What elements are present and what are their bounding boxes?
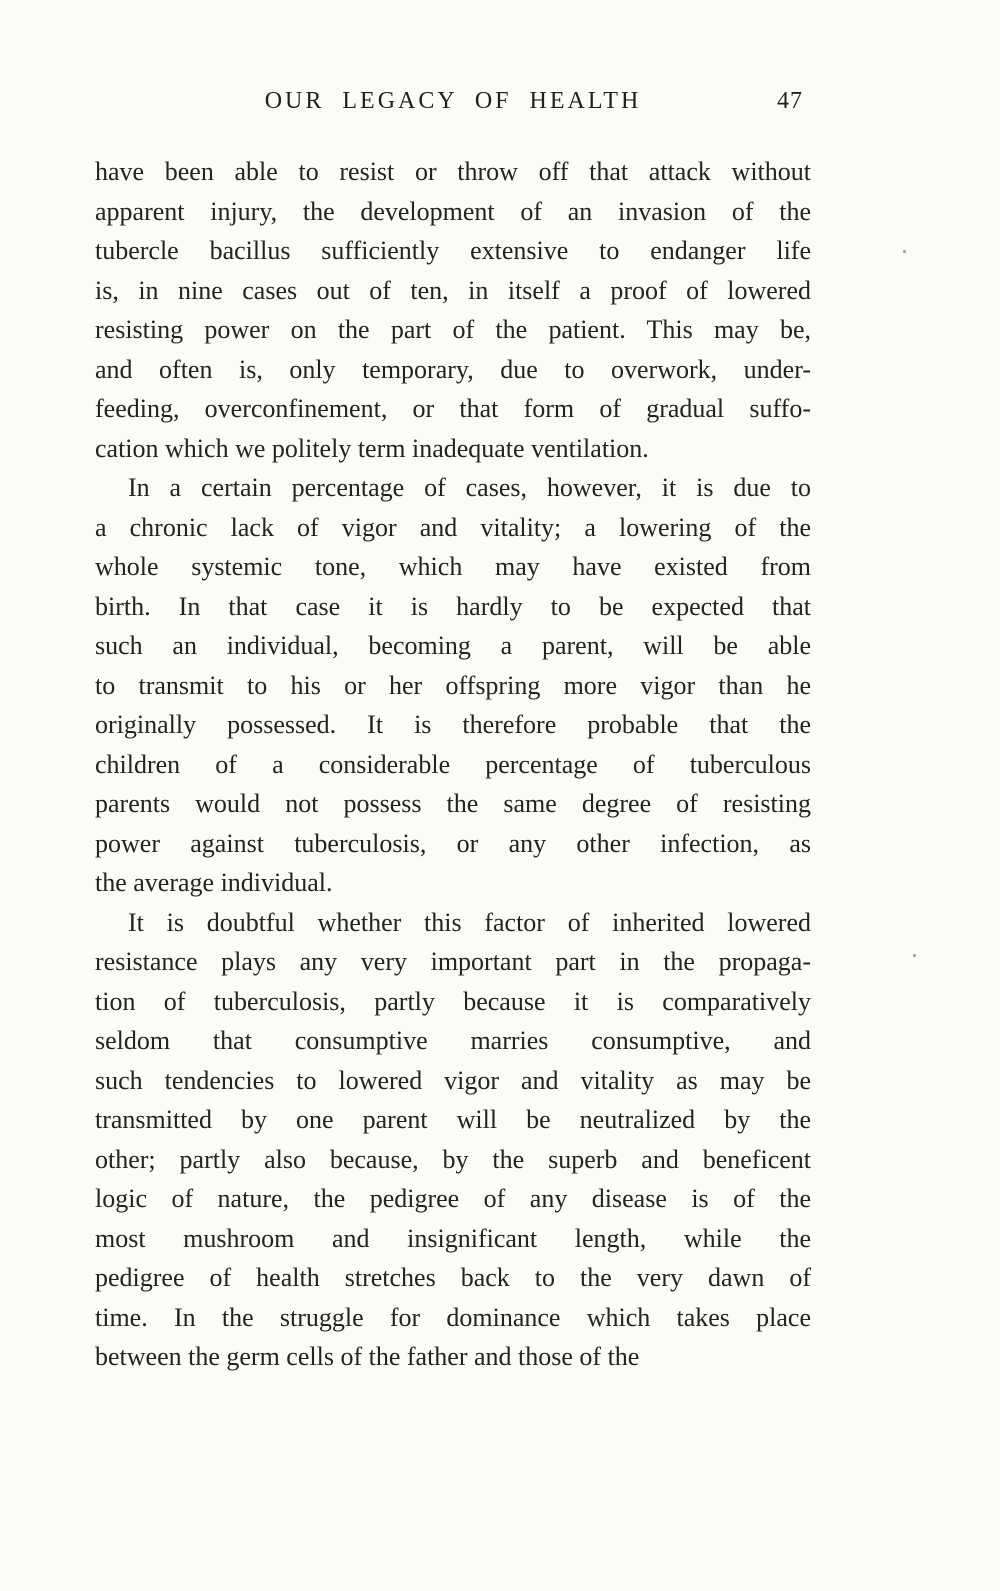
running-title: OUR LEGACY OF HEALTH: [264, 88, 642, 114]
text-line: parents would not possess the same degree of resisting: [95, 789, 811, 818]
text-line: such tendencies to lowered vigor and vitality as may be: [95, 1065, 811, 1095]
text-line: pedigree of health stretches back to the very dawn of: [95, 1263, 811, 1292]
text-line: resistance plays any very important part in the propaga-: [95, 947, 811, 976]
text-line: a chronic lack of vigor and vitality; a lowering of the: [95, 512, 811, 542]
text-line: between the germ cells of the father and those of the: [95, 1342, 640, 1371]
text-line: birth. In that case it is hardly to be expected that: [95, 591, 811, 621]
text-line: time. In the struggle for dominance which takes place: [95, 1302, 811, 1332]
text-line: power against tuberculosis, or any other infection, as: [95, 828, 811, 858]
text-line: is, in nine cases out of ten, in itself a proof of lowered: [95, 275, 811, 305]
text-line: In a certain percentage of cases, however, it is due to: [128, 473, 811, 502]
text-line: the average individual.: [95, 868, 333, 897]
text-line: other; partly also because, by the superb and beneficent: [95, 1144, 811, 1174]
text-line: logic of nature, the pedigree of any disease is of the: [95, 1184, 811, 1213]
text-line: It is doubtful whether this factor of inherited lowered: [128, 907, 811, 937]
text-line: children of a considerable percentage of tuberculous: [95, 749, 811, 779]
paragraph: [95, 903, 811, 1377]
text-line: cation which we politely term inadequate ventilation.: [95, 433, 649, 463]
text-line: to transmit to his or her offspring more vigor than he: [95, 670, 811, 700]
paragraph: [95, 152, 811, 468]
text-line: and often is, only temporary, due to overwork, under-: [95, 354, 811, 384]
paragraph: [95, 468, 811, 903]
text-line: seldom that consumptive marries consumptive, and: [95, 1026, 811, 1055]
page-header: [95, 88, 811, 128]
text-line: most mushroom and insignificant length, while the: [95, 1223, 811, 1253]
text-line: tubercle bacillus sufficiently extensive to endanger life: [95, 236, 811, 265]
text-line: originally possessed. It is therefore probable that the: [95, 710, 811, 739]
text-line: resisting power on the part of the patient. This may be,: [95, 315, 811, 344]
text-line: feeding, overconfinement, or that form of gradual suffo-: [95, 394, 811, 423]
text-line: transmitted by one parent will be neutralized by the: [95, 1105, 811, 1134]
text-line: apparent injury, the development of an invasion of the: [95, 196, 811, 226]
scan-speck: [903, 250, 906, 253]
body-text: [95, 152, 811, 1377]
text-line: have been able to resist or throw off that attack without: [95, 157, 811, 186]
scan-speck: [913, 954, 916, 957]
text-line: whole systemic tone, which may have existed from: [95, 552, 811, 581]
page-number: 47: [777, 88, 803, 114]
text-line: such an individual, becoming a parent, will be able: [95, 631, 811, 660]
text-line: tion of tuberculosis, partly because it is comparatively: [95, 986, 811, 1016]
content-column: [95, 88, 811, 1377]
